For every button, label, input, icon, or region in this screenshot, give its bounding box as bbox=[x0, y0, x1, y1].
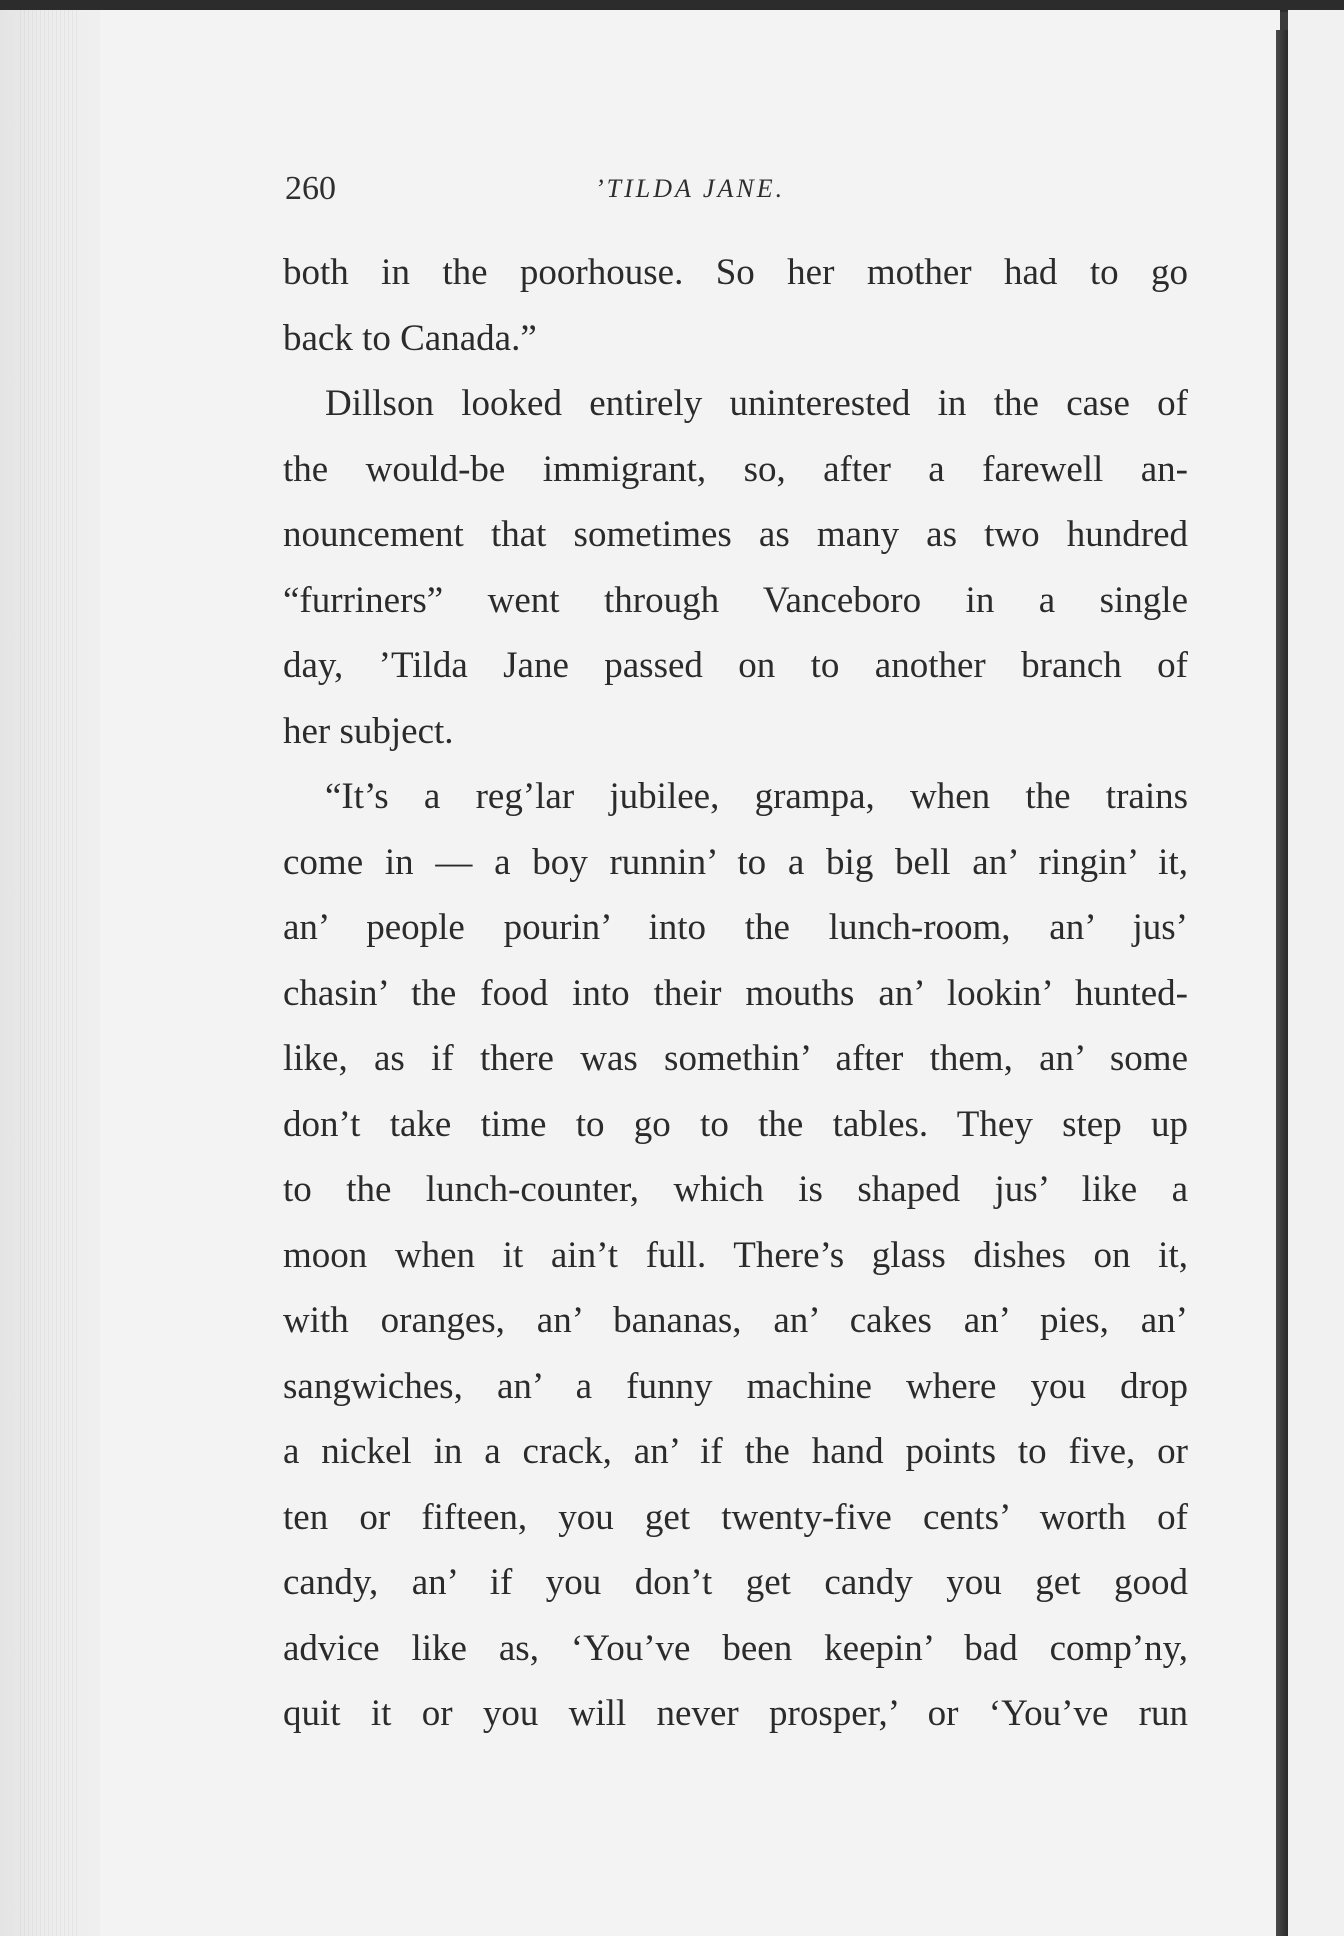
text-line: come in — a boy runnin’ to a big bell an’ ringin’ it, bbox=[283, 841, 1188, 883]
text-line: chasin’ the food into their mouths an’ lookin’ hunted- bbox=[283, 972, 1188, 1014]
text-line: advice like as, ‘You’ve been keepin’ bad comp’ny, bbox=[283, 1627, 1188, 1669]
text-line: Dillson looked entirely uninterested in the case of bbox=[325, 383, 1188, 424]
text-line: both in the poorhouse. So her mother had to go bbox=[283, 252, 1188, 293]
text-line: candy, an’ if you don’t get candy you get good bbox=[283, 1562, 1188, 1603]
facing-page-edge bbox=[1288, 10, 1344, 1936]
text-line: quit it or you will never prosper,’ or ‘You’ve run bbox=[283, 1693, 1188, 1734]
text-line: ten or fifteen, you get twenty-five cents’ worth of bbox=[283, 1496, 1188, 1538]
text-line: day, ’Tilda Jane passed on to another branch of bbox=[283, 645, 1188, 686]
text-line: to the lunch-counter, which is shaped jus’ like a bbox=[283, 1169, 1188, 1210]
body-text bbox=[283, 240, 1188, 1747]
text-line: “It’s a reg’lar jubilee, grampa, when the trains bbox=[325, 776, 1188, 817]
text-line: sangwiches, an’ a funny machine where you drop bbox=[283, 1365, 1188, 1407]
binding-gutter bbox=[1276, 30, 1288, 1936]
text-line: with oranges, an’ bananas, an’ cakes an’ pies, an’ bbox=[283, 1300, 1188, 1341]
text-line: nouncement that sometimes as many as two hundred bbox=[283, 514, 1188, 555]
text-line: the would-be immigrant, so, after a farewell an- bbox=[283, 448, 1188, 490]
page-number: 260 bbox=[285, 170, 336, 207]
text-line: a nickel in a crack, an’ if the hand points to five, or bbox=[283, 1431, 1188, 1472]
book-title: ’TILDA JANE. bbox=[595, 174, 786, 203]
text-line: her subject. bbox=[283, 710, 454, 752]
text-line: back to Canada.” bbox=[283, 317, 537, 359]
text-line: like, as if there was somethin’ after them, an’ some bbox=[283, 1038, 1188, 1079]
page-stack-edge bbox=[0, 10, 110, 1936]
text-line: don’t take time to go to the tables. They step up bbox=[283, 1103, 1188, 1145]
text-line: an’ people pourin’ into the lunch-room, an’ jus’ bbox=[283, 907, 1188, 948]
text-line: “furriners” went through Vanceboro in a single bbox=[283, 579, 1188, 621]
running-head bbox=[285, 170, 1185, 220]
text-line: moon when it ain’t full. There’s glass dishes on it, bbox=[283, 1234, 1188, 1276]
